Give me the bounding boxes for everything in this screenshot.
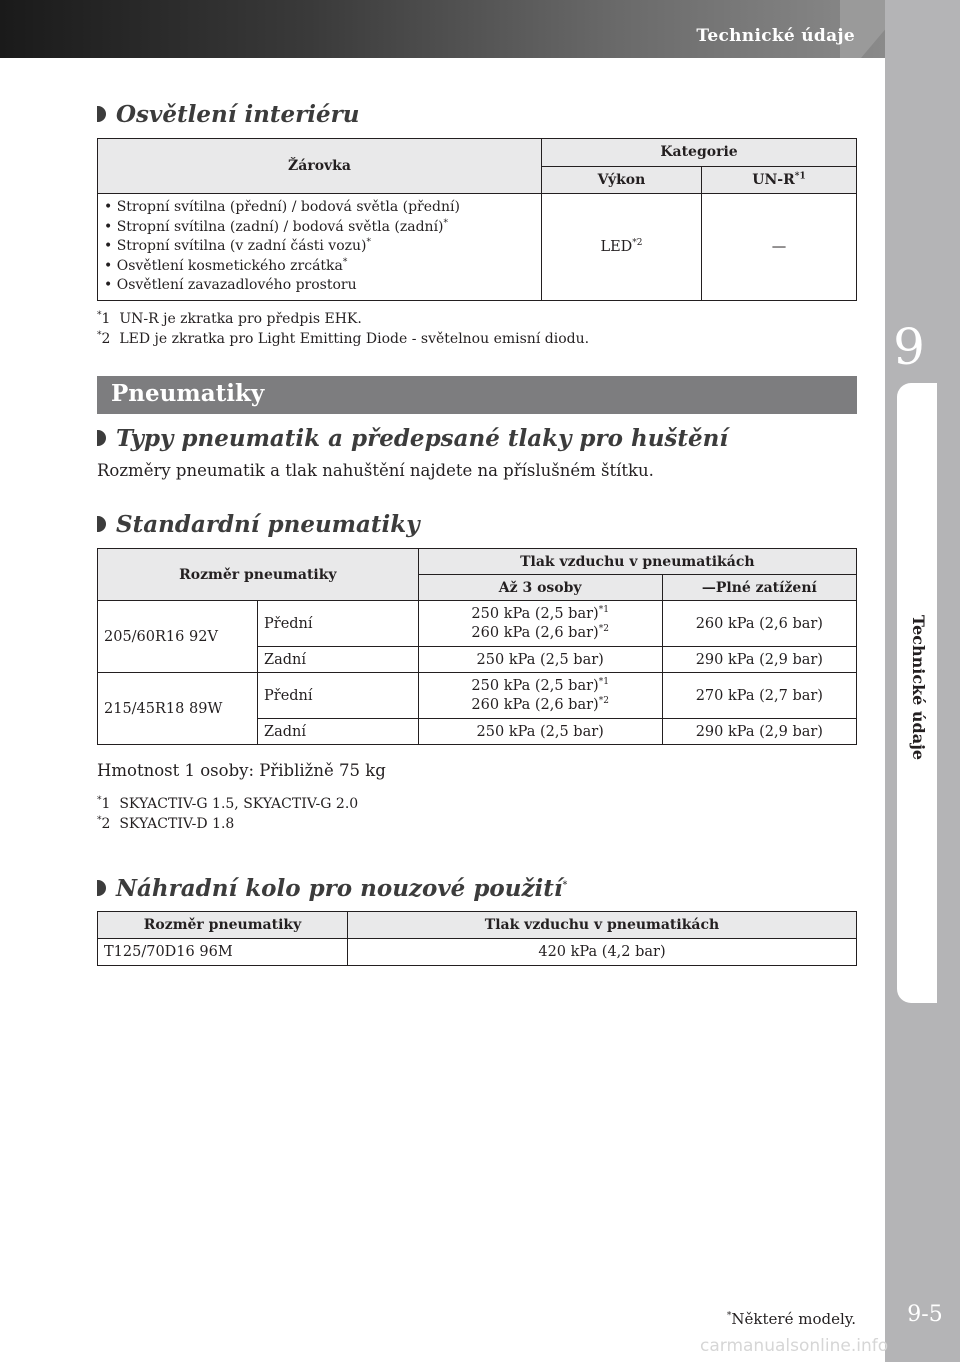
spare-size-cell: T125/70D16 96M [98,939,348,966]
axle-cell: Zadní [258,719,419,745]
spare-tire-table [97,911,857,966]
interior-heading: Osvětlení interiéru [97,101,360,128]
spare-heading: Náhradní kolo pro nouzové použití* [97,875,567,902]
th-power: Výkon [542,166,702,194]
axle-cell: Přední [258,601,419,647]
footnote: *2 LED je zkratka pro Light Emitting Diode - světelnou emisní diodu. [97,330,590,347]
standard-tires-table [97,548,857,745]
section-title-tires: Pneumatiky [97,376,857,414]
pressure-cell: 290 kPa (2,9 bar) [662,647,856,673]
th-spare-pressure: Tlak vzduchu v pneumatikách [348,912,857,939]
heading-marker-icon [97,516,106,532]
axle-cell: Zadní [258,647,419,673]
page-number: 9-5 [907,1302,943,1327]
heading-marker-icon [97,106,106,122]
power-value: LED$^{*2}$ [542,194,702,301]
standard-footnotes [97,794,358,834]
tire-types-text: Rozměry pneumatik a tlak nahuštění najdete na příslušném štítku. [97,461,654,480]
th-bulb: Žárovka [98,139,542,194]
list-item: • Osvětlení kosmetického zrcátka* [104,257,535,277]
table-row [98,939,857,966]
tire-size-cell: 215/45R18 89W [98,673,258,745]
table-row [98,601,857,647]
axle-cell: Přední [258,673,419,719]
list-item: • Stropní svítilna (zadní) / bodová světla (zadní)* [104,218,535,238]
chapter-number: 9 [893,318,925,376]
interior-table [97,138,857,301]
table-row [98,673,857,719]
th-category: Kategorie [542,139,857,167]
heading-marker-icon [97,880,106,896]
footnote: *1 SKYACTIV-G 1.5, SKYACTIV-G 2.0 [97,795,359,812]
pressure-cell: 250 kPa (2,5 bar)$^{*1}$ 260 kPa (2,6 bar)$^{*2}$ [418,673,662,719]
spare-pressure-cell: 420 kPa (4,2 bar) [348,939,857,966]
header-title: Technické údaje [696,26,855,46]
list-item: • Osvětlení zavazadlového prostoru [104,276,535,296]
th-up-to-3: Až 3 osoby [418,575,662,601]
pressure-cell: 250 kPa (2,5 bar)$^{*1}$ 260 kPa (2,6 bar)$^{*2}$ [418,601,662,647]
pressure-cell: 270 kPa (2,7 bar) [662,673,856,719]
tire-size-cell: 205/60R16 92V [98,601,258,673]
pressure-cell: 250 kPa (2,5 bar) [418,647,662,673]
th-full-load: —Plné zatížení [662,575,856,601]
pressure-cell: 250 kPa (2,5 bar) [418,719,662,745]
pressure-cell: 260 kPa (2,6 bar) [662,601,856,647]
list-item: • Stropní svítilna (přední) / bodová světla (přední) [104,198,535,218]
standard-heading: Standardní pneumatiky [97,511,420,538]
tire-types-heading: Typy pneumatik a předepsané tlaky pro huštění [97,425,728,452]
chapter-title-vertical: Technické údaje [909,615,928,761]
interior-footnotes [97,309,589,349]
footnote: *1 UN-R je zkratka pro předpis EHK. [97,310,362,327]
heading-marker-icon [97,430,106,446]
th-tire-size: Rozměr pneumatiky [98,549,419,601]
bulb-list-cell [98,194,542,301]
unr-value: — [702,194,857,301]
th-pressure: Tlak vzduchu v pneumatikách [418,549,856,575]
page-footnote: *Některé modely. [726,1310,856,1328]
th-spare-size: Rozměr pneumatiky [98,912,348,939]
watermark: carmanualsonline.info [700,1336,889,1356]
list-item: • Stropní svítilna (v zadní části vozu)* [104,237,535,257]
pressure-cell: 290 kPa (2,9 bar) [662,719,856,745]
weight-note: Hmotnost 1 osoby: Přibližně 75 kg [97,761,386,780]
footnote: *2 SKYACTIV-D 1.8 [97,815,235,832]
th-unr: $UN-R^{*1}$ [702,166,857,194]
